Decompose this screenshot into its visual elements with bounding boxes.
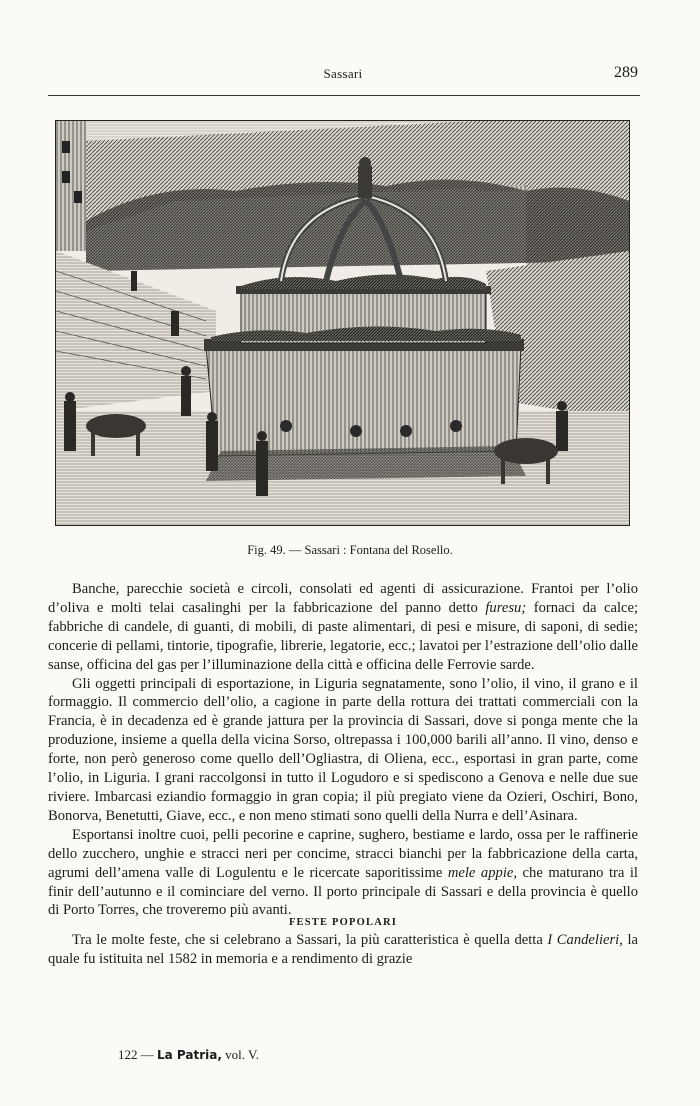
paragraph-1	[48, 580, 638, 675]
volume-label: vol. V.	[225, 1047, 260, 1062]
engraving-figure	[55, 120, 630, 526]
italic-term-mele-appie: mele appie,	[447, 864, 518, 881]
paragraph-4	[48, 931, 638, 969]
paragraph-3-text: Esportansi inoltre cuoi, pelli pecorine e caprine, sughero, bestiame e lardo, ossa per le raffinerie dello zucchero, unghie e stracci neri per concime, stracci bianchi per la fabbricazione della carta, agrumi dell’amena valle di Logulentu e le ricercate saporitissime	[48, 826, 638, 881]
fountain-engraving	[56, 121, 629, 525]
paragraph-2: Gli oggetti principali di esportazione, in Liguria segnatamente, sono l’olio, il vino, il grano e il formaggio. Il commercio dell’olio, a cagione in parte della rottura dei trattati commerciali con la Francia, è in decadenza ed è grande jattura per la provincia di Sassari, dove si ponga mente che la produzione, insieme a quella della vicina Sorso, oltrepassa i 100,000 barili all’anno. Il vino, denso e forte, non però generoso come quello dell’Ogliastra, di Oliena, ecc., esportasi in gran parte, come l’olio, in Liguria. I grani raccolgonsi in tutto il Logudoro e si spediscono a Genova e nelle due sue riviere. Imbarcasi eziandio formaggio in gran copia; il più pregiato viene da Ozieri, Oschiri, Bono, Bonorva, Benetutti, Giave, ecc., e non meno stimati sono quelli della Nurra e dell’Asinara.	[48, 675, 638, 824]
italic-term-candelieri: I Candelieri,	[547, 932, 623, 949]
paragraph-3-rest: che maturano tra il finir dell’autunno e il cominciare del verno. Il porto principale di Sassari e della provincia è quello di Porto Torres, che troveremo più avanti.	[48, 864, 638, 919]
signature-mark: 122 —	[118, 1047, 154, 1062]
figure-caption: Fig. 49. — Sassari : Fontana del Rosello.	[247, 543, 453, 557]
header-rule	[48, 95, 640, 96]
body-text	[48, 580, 638, 969]
journal-title: La Patria,	[157, 1048, 222, 1062]
paragraph-1-text: Banche, parecchie società e circoli, consolati ed agenti di assicurazione. Frantoi per l’olio d’oliva e molti telai casalinghi per la fabbricazione del panno detto	[48, 581, 638, 616]
running-title: Sassari	[323, 66, 363, 81]
section-heading: FESTE POPOLARI	[288, 917, 398, 929]
footer-signature	[118, 1047, 259, 1063]
running-head	[48, 66, 638, 86]
paragraph-4-text: Tra le molte feste, che si celebrano a Sassari, la più caratteristica è quella detta	[72, 932, 543, 949]
italic-term-furesu: furesu;	[485, 599, 527, 616]
paragraph-3	[48, 826, 638, 921]
page-number: 289	[614, 64, 638, 81]
paragraph-4-rest: la quale fu istituita nel 1582 in memoria e a rendimento di grazie	[48, 932, 638, 968]
paragraph-1-rest: fornaci da calce; fabbriche di candele, di guanti, di mobili, di paste alimentari, di pesi e misure, di saponi, di sedie; concerie di pellami, tintorie, tipografie, librerie, legatorie, ecc.; lavatoi per l’estrazione dell’olio dalle sanse, officina del gas per l’illuminazione della città e officina delle Ferrovie sarde.	[48, 599, 639, 673]
